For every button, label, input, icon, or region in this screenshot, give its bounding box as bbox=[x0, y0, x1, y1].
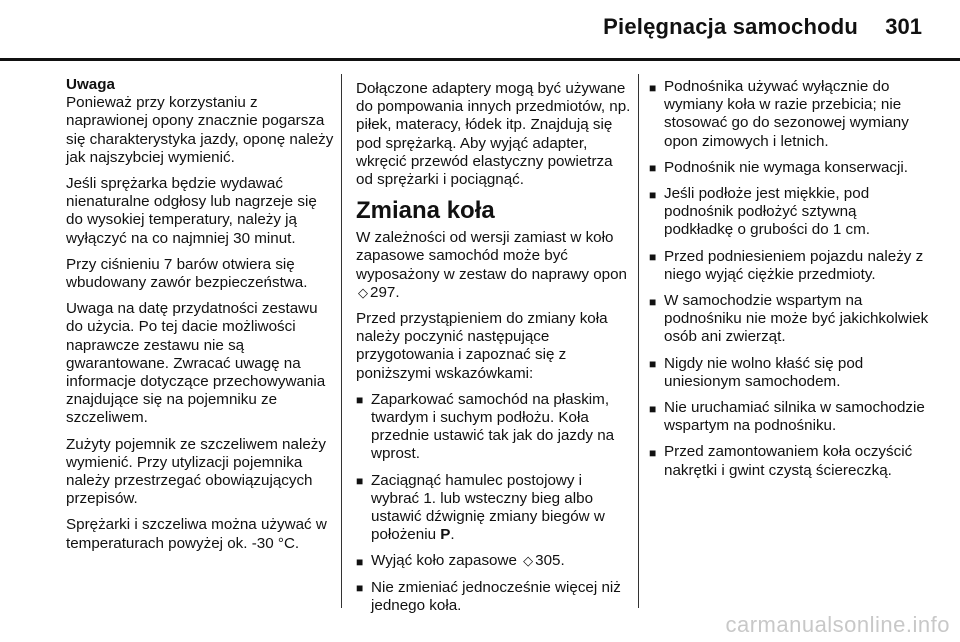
chapter-title: Pielęgnacja samochodu bbox=[603, 14, 858, 39]
paragraph: Zużyty pojemnik ze szczeliwem należy wymienić. Przy utylizacji pojemnika należy przestrzegać obowiązujących przepisów. bbox=[66, 435, 326, 508]
paragraph: Ponieważ przy korzystaniu z naprawionej opony znacznie pogarsza się charakterystyka jazdy, oponę należy jak najszybciej wymienić. bbox=[66, 94, 334, 166]
list-item: ■ Podnośnika używać wyłącznie do wymiany koła w razie przebicia; nie stosować go do sezonowej wymiany opon zimowych i letnich. bbox=[649, 78, 909, 150]
paragraph: Uwaga na datę przydatności zestawu do użycia. Po tej dacie możliwości naprawcze zestawu nie są gwarantowane. Zwracać uwagę na informacje dotyczące przechowywania znajdujące się na pojemniku ze szczeliwem. bbox=[66, 300, 326, 427]
bullet-icon: ■ bbox=[649, 80, 657, 95]
page-reference[interactable]: 297. bbox=[370, 283, 400, 301]
bullet-icon: ■ bbox=[649, 250, 657, 265]
bullet-icon: ■ bbox=[356, 393, 364, 408]
list-item: ■ Jeśli podłoże jest miękkie, pod podnośnik podłożyć sztywną podkładkę o grubości do 1 cm. bbox=[649, 185, 870, 239]
bullet-icon: ■ bbox=[649, 187, 657, 202]
paragraph-text: W zależności od wersji zamiast w koło zapasowe samochód może być wyposażony w zestaw do naprawy opon bbox=[356, 229, 627, 283]
bullet-icon: ■ bbox=[649, 445, 657, 460]
column-1 bbox=[66, 76, 336, 561]
bullet-icon: ■ bbox=[649, 161, 657, 176]
paragraph bbox=[356, 229, 631, 302]
list-item: ■ Przed zamontowaniem koła oczyścić nakrętki i gwint czystą ściereczką. bbox=[649, 443, 913, 479]
paragraph: Dołączone adaptery mogą być używane do pompowania innych przedmiotów, np. piłek, materacy, łódek itp. Znajdują się pod sprężarką. Aby wyjąć adapter, wkręcić przewód elastyczny powietrza od sprężarki i pociągnąć. bbox=[356, 80, 631, 189]
list-item: ■ Nie zmieniać jednocześnie więcej niż jednego koła. bbox=[356, 578, 621, 614]
list-item: ■ W samochodzie wspartym na podnośniku nie może być jakichkolwiek osób ani zwierząt. bbox=[649, 292, 929, 346]
list-item: ■ Zaciągnąć hamulec postojowy i wybrać 1. lub wsteczny bieg albo ustawić dźwignię zmiany biegów w położeniu P. bbox=[356, 471, 605, 544]
list-item: ■ Podnośnik nie wymaga konserwacji. bbox=[649, 158, 908, 176]
column-divider-2 bbox=[638, 74, 639, 608]
section-heading: Zmiana koła bbox=[356, 197, 495, 225]
watermark: carmanualsonline.info bbox=[725, 612, 950, 637]
paragraph: Jeśli sprężarka będzie wydawać nienaturalne odgłosy lub nagrzeje się do wysokiej temperatury, należy ją wyłączyć na co najmniej 30 minut. bbox=[66, 175, 317, 247]
page-reference-icon: ◇ bbox=[523, 553, 534, 569]
bullet-icon: ■ bbox=[356, 554, 364, 569]
bullet-icon: ■ bbox=[356, 581, 364, 596]
page-reference[interactable]: 305. bbox=[535, 552, 565, 570]
bullet-icon: ■ bbox=[356, 474, 364, 489]
list-item: ■ Wyjąć koło zapasowe ◇ 305. bbox=[356, 552, 565, 570]
column-3 bbox=[649, 78, 929, 488]
paragraph: Sprężarki i szczeliwa można używać w temperaturach powyżej ok. -30 °C. bbox=[66, 516, 327, 552]
list-item: ■ Nie uruchamiać silnika w samochodzie wspartym na podnośniku. bbox=[649, 399, 925, 435]
page-header bbox=[0, 0, 960, 60]
list-item: ■ Zaparkować samochód na płaskim, twardym i suchym podłożu. Koła przednie ustawić tak jak do jazdy na wprost. bbox=[356, 390, 615, 463]
paragraph: Przed przystąpieniem do zmiany koła należy poczynić następujące przygotowania i zapoznać się z poniższymi wskazówkami: bbox=[356, 310, 608, 382]
page-number: 301 bbox=[885, 14, 922, 39]
column-2 bbox=[356, 80, 631, 623]
bullet-list bbox=[356, 391, 631, 615]
bullet-list bbox=[649, 78, 929, 480]
list-item: ■ Nigdy nie wolno kłaść się pod uniesionym samochodem. bbox=[649, 354, 864, 390]
note-title: Uwaga bbox=[66, 76, 115, 93]
bullet-icon: ■ bbox=[649, 401, 657, 416]
bullet-icon: ■ bbox=[649, 357, 657, 372]
paragraph: Przy ciśnieniu 7 barów otwiera się wbudowany zawór bezpieczeństwa. bbox=[66, 255, 308, 292]
column-divider-1 bbox=[341, 74, 342, 608]
page-reference-icon: ◇ bbox=[358, 284, 368, 300]
header-rule bbox=[0, 58, 960, 61]
bullet-icon: ■ bbox=[649, 294, 657, 309]
list-item: ■ Przed podniesieniem pojazdu należy z niego wyjąć ciężkie przedmioty. bbox=[649, 247, 924, 283]
